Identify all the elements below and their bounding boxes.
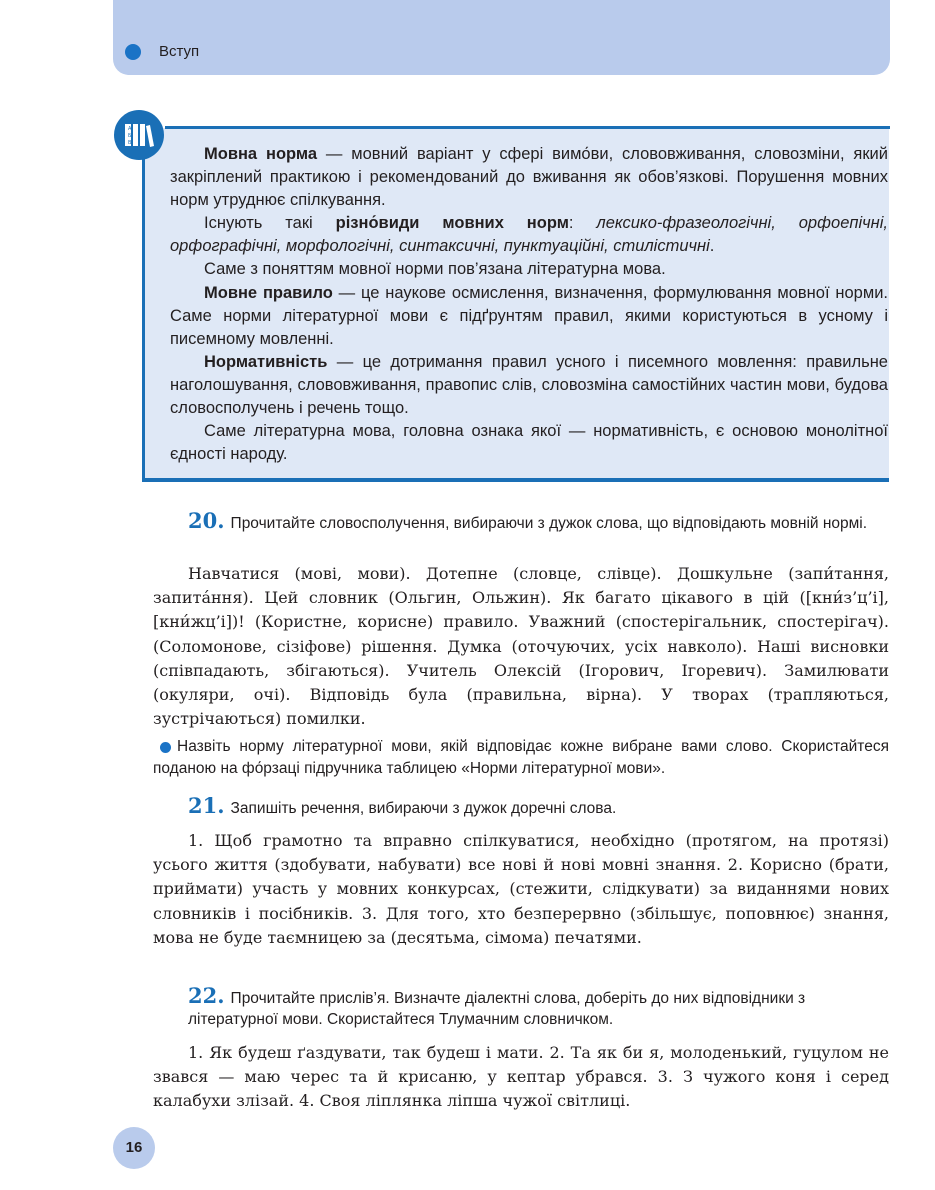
page-number: 16 [125,1139,143,1156]
exercise-21-task [188,795,888,819]
exercise-number: 20. [188,508,225,533]
norm-types-list: лексико-фразеологічні, орфоепічні, орфографічні, морфологічні, синтаксичні, пунктуаційні, стилістичні [170,214,889,256]
definition-text: — це дотримання правил усного і писемного мовлення: правильне наголошування, слововживання, правопис слів, словозміна самостійних частин мови, будова словосполучень і речень тощо. [170,352,888,418]
text: . [709,237,715,256]
literary-language-paragraph: Саме з поняттям мовної норми пов’язана літературна мова. [204,260,666,279]
exercise-21-text [153,829,889,950]
bullet-text: Назвіть норму літературної мови, якій відповідає кожне вибране вами слово. Скористайтеся поданою на фо́рзаці підручника таблицею «Норми літературної мови». [153,738,889,777]
norm-types-paragraph [170,212,888,258]
header-band [113,0,890,75]
term: різно́види мовних норм [335,214,569,233]
text: : [568,214,597,233]
svg-text:Б: Б [128,133,132,139]
exercise-20-task [188,510,888,534]
term: Мовна норма [204,145,318,163]
term: Мовне правило [204,283,333,302]
exercise-22-task [188,985,888,1030]
section-title: Вступ [159,43,200,60]
definition-text: — це наукове осмислення, визначення, формулювання мовної норми. Саме норми літературної мови є підґрунтям правил, якими користуються в усному і писемному мовленні. [170,283,888,348]
conclusion-paragraph: Саме літературна мова, головна ознака якої — нормативність, є основою монолітної єдності народу. [170,422,888,464]
exercise-text: 1. Щоб грамотно та вправно спілкуватися, необхідно (протягом, на протязі) усього життя (здобувати, набувати) все нові й нові мовні знання. 2. Корисно (брати, приймати) участь у мовних конкурсах, (стежити, слідкувати) за виданнями нових словників і посібників. 3. Для того, хто безперервно (збільшує, поповнює) знання, мова не буде таємницею за (десятьма, сімома) печатями. [153,831,889,947]
exercise-text: Навчатися (мові, мови). Дотепне (словце, слівце). Дошкульне (запи́тання, запита́ння). Цей словник (Ольгин, Ольжин). Як багато цікавого в цій ([кни́з’ц’і], [кни́жц’і])! (Користне, корисне) правило. Уважний (спостерігальник, спостерігач). (Соломонове, сізіфове) рішення. Думка (оточуючих, усіх навколо). Наші висновки (співпадають, збігаються). Учитель Олексій (Ігорович, Ігоревич). Замилювати (окуляри, очі). Відповідь була (правильна, вірна). У творах (трапляються, зустрічаються) помилки. [153,564,889,729]
definition-text: — мовний варіант у сфері вимо́ви, слововживання, словозміни, який закріплений практикою і рекомендований до вживання як обов’язкові. Порушення мовних норм утруднює спілкування. [170,145,888,210]
svg-text:А: А [128,126,132,132]
task-text: Прочитайте прислів’я. Визначте діалектні слова, доберіть до них відповідники з літературної мови. Скористайтеся Тлумачним словничком. [188,990,806,1028]
exercise-number: 22. [188,983,225,1008]
definition-normativity [170,351,888,420]
definition-language-norm [170,143,888,212]
definition-language-rule [170,282,888,351]
task-text: Прочитайте словосполучення, вибираючи з дужок слова, що відповідають мовній нормі. [230,515,868,532]
section-bullet-icon [125,44,141,60]
exercise-20-text [153,562,889,731]
exercise-number: 21. [188,793,225,818]
exercise-22-text [153,1041,889,1114]
exercise-20-bullet-task [153,736,889,780]
rule-box-top-line [165,126,890,129]
term: Нормативність [204,352,328,371]
task-text: Запишіть речення, вибираючи з дужок доречні слова. [230,800,617,817]
rule-text [170,143,888,466]
text: Існують такі [204,214,336,233]
exercise-text: 1. Як будеш ґаздувати, так будеш і мати. 2. Та як би я, молоденький, гуцулом не звався — маю черес та й крисаню, у кептар убрався. 3. З чужого коня і серед калабухи злізай. 4. Своя ліплянка ліпша чужої світлиці. [153,1043,889,1111]
svg-text:В: В [128,140,132,146]
books-icon [114,110,164,160]
